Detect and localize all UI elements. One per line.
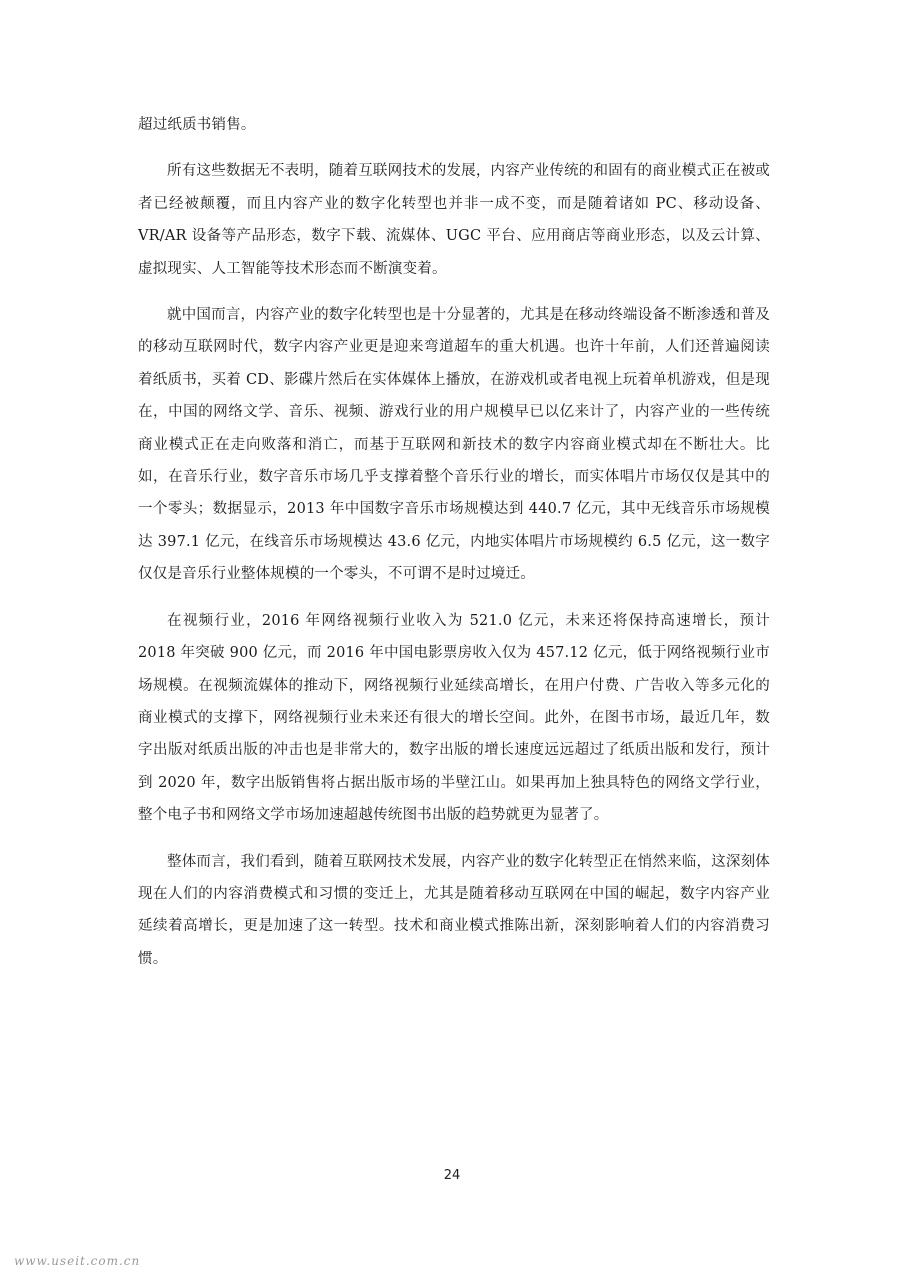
paragraph: 在视频行业，2016 年网络视频行业收入为 521.0 亿元，未来还将保持高速增长，预计 2018 年突破 900 亿元，而 2016 年中国电影票房收入仅为 457.12 亿元，低于网络视频行业市场规模。在视频流媒体的推动下，网络视频行业延续高增长，在用户付费、广告收入等多元化的商业模式的支撑下，网络视频行业未来还有很大的增长空间。此外，在图书市场，最近几年，数字出版对纸质出版的冲击也是非常大的，数字出版的增长速度远远超过了纸质出版和发行，预计到 2020 年，数字出版销售将占据出版市场的半壁江山。如果再加上独具特色的网络文学行业，整个电子书和网络文学市场加速超越传统图书出版的趋势就更为显著了。	[138, 612, 770, 824]
paragraph: 就中国而言，内容产业的数字化转型也是十分显著的，尤其是在移动终端设备不断渗透和普及的移动互联网时代，数字内容产业更是迎来弯道超车的重大机遇。也许十年前，人们还普遍阅读着纸质书，买着 CD、影碟片然后在实体媒体上播放，在游戏机或者电视上玩着单机游戏，但是现在，中国的网络文学、音乐、视频、游戏行业的用户规模早已以亿来计了，内容产业的一些传统商业模式正在走向败落和消亡，而基于互联网和新技术的数字内容商业模式却在不断壮大。比如，在音乐行业，数字音乐市场几乎支撑着整个音乐行业的增长，而实体唱片市场仅仅是其中的一个零头；数据显示，2013 年中国数字音乐市场规模达到 440.7 亿元，其中无线音乐市场规模达 397.1 亿元，在线音乐市场规模达 43.6 亿元，内地实体唱片市场规模约 6.5 亿元，这一数字仅仅是音乐行业整体规模的一个零头，不可谓不是时过境迁。	[138, 307, 770, 583]
paragraph: 整体而言，我们看到，随着互联网技术发展，内容产业的数字化转型正在悄然来临，这深刻体现在人们的内容消费模式和习惯的变迁上，尤其是随着移动互联网在中国的崛起，数字内容产业延续着高增长，更是加速了这一转型。技术和商业模式推陈出新，深刻影响着人们的内容消费习惯。	[138, 853, 770, 967]
watermark-text: www.useit.com.cn	[14, 1254, 141, 1268]
paragraph-continuation: 超过纸质书销售。	[138, 117, 256, 133]
paragraph: 所有这些数据无不表明，随着互联网技术的发展，内容产业传统的和固有的商业模式正在被或者已经被颠覆，而且内容产业的数字化转型也并非一成不变，而是随着诸如 PC、移动设备、VR/AR 设备等产品形态，数字下载、流媒体、UGC 平台、应用商店等商业形态，以及云计算、虚拟现实、人工智能等技术形态而不断演变着。	[138, 163, 770, 277]
body-text	[138, 109, 770, 975]
page-number: 24	[443, 1168, 461, 1183]
